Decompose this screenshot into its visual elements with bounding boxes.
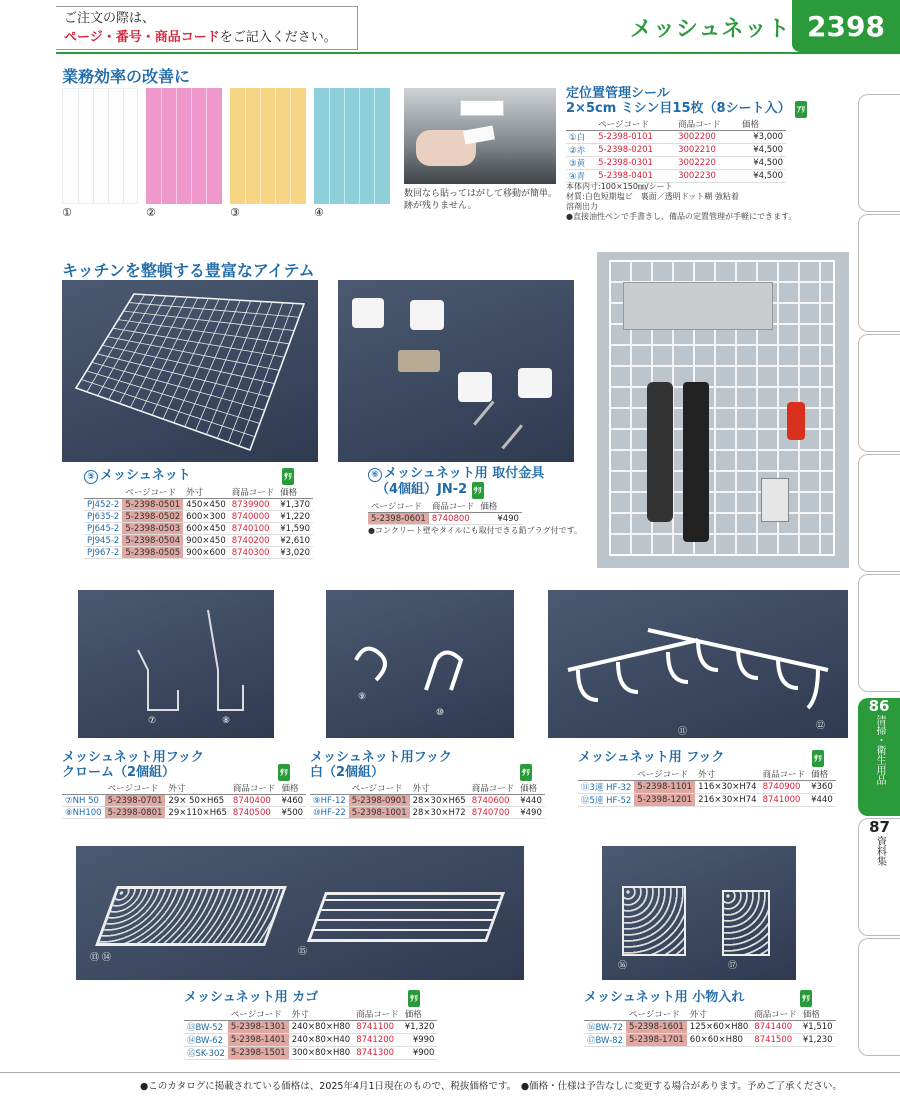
multi-hook-table: ページコード 外寸 商品コード 価格 ⑪3連 HF-32 5-2398-1101 116×30×H74 8740900 ¥360 ⑫5連 HF-52 5-2398-1201 216×30×H74 8741000 ¥440 [578,768,836,807]
table-row: PJ967-2 5-2398-0505 900×600 8740300 ¥3,020 [84,547,313,559]
side-tab[interactable] [858,574,900,692]
swatch-blue [314,88,390,204]
table-row: 5-2398-0601 8740800 ¥490 [368,513,522,525]
tab-reference[interactable] [858,818,900,936]
white-hook-name: メッシュネット用フック 白（2個組） ｻﾘ [310,750,530,780]
multi-hook-photo: ⑪ ⑫ [548,590,848,738]
table-row: ⑮SK-302 5-2398-1501 300×80×H80 8741300 ¥900 [184,1047,437,1060]
multi-hook-name: メッシュネット用 フック ｻﾘ [578,750,822,765]
tab-number: 87 [869,818,890,836]
table-row: ③黄 5-2398-0301 3002220 ¥4,500 [566,157,786,170]
basket-name: メッシュネット用 カゴ ｻﾘ [184,990,418,1005]
small-container-photo: ⑯ ⑰ [602,846,796,980]
footer-note: ●このカタログに掲載されている価格は、2025年4月1日現在のもので、税抜価格です。 ●価格・仕様は予告なしに変更する場合があります。予めご了承ください。 [140,1081,842,1092]
tab-label: 資料集 [874,836,886,866]
table-row: ⑯BW-72 5-2398-1601 125×60×H80 8741400 ¥1,510 [584,1021,836,1034]
table-row: ①白 5-2398-0101 3002200 ¥3,000 [566,131,786,144]
table-row: ⑦NH 50 5-2398-0701 29× 50×H65 8740400 ¥460 [62,795,306,807]
basket-table: ページコード 外寸 商品コード 価格 ⑬BW-52 5-2398-1301 240×80×H80 8741100 ¥1,320 ⑭BW-62 5-2398-1401 240×80×H40 8741200 ¥990 ⑮SK-302 5-2398-1501 300×80×H80 8741300 ¥900 [184,1008,437,1060]
availability-badge: ｻﾘ [278,764,290,781]
table-row: ⑭BW-62 5-2398-1401 240×80×H40 8741200 ¥990 [184,1034,437,1047]
item6-note: ●コンクリート壁やタイルにも取付できる鉛プラグ付です。 [368,526,583,535]
table-row: ⑩HF-22 5-2398-1001 28×30×H72 8740700 ¥490 [310,807,545,819]
chrome-hook-name: メッシュネット用フック クローム（2個組） ｻﾘ [62,750,288,780]
side-tab[interactable] [858,454,900,572]
swatch-label-3: ③ [230,206,240,219]
chrome-hook-photo: ⑦ ⑧ [78,590,274,738]
table-row: ②赤 5-2398-0201 3002210 ¥4,500 [566,144,786,157]
table-row: ⑨HF-12 5-2398-0901 28×30×H65 8740600 ¥440 [310,795,545,807]
small-container-name: メッシュネット用 小物入れ ｻﾘ [584,990,810,1005]
table-row: PJ945-2 5-2398-0504 900×450 8740200 ¥2,610 [84,535,313,547]
side-tab[interactable] [858,94,900,212]
swatch-white [62,88,138,204]
item6-name: ⑥ メッシュネット用 取付金具 （4個組）JN-2 ｻﾘ [368,466,544,499]
mesh-net-photo [62,280,318,462]
sticker-notes: 本体内寸:100×150㎜/シート 材質:白色短期塩ビ 裏面／透明ドット糊 強粘着 溶剤出力 ●直接油性ペンで手書きし、備品の定置管理が手軽にできます。 [566,182,797,221]
tab-number: 86 [868,697,890,715]
availability-badge: ｻﾘ [800,990,812,1007]
order-notice [56,6,358,50]
table-row: ④青 5-2398-0401 3002230 ¥4,500 [566,170,786,183]
sticker-name-line1: 定位置管理シール [566,86,670,101]
availability-badge: ｻﾘ [408,990,420,1007]
tab-cleaning-hygiene[interactable] [858,698,900,816]
sticker-table: ページコード 商品コード 価格 ①白 5-2398-0101 3002200 ¥3,000 ②赤 5-2398-0201 3002210 ¥4,500 ③黄 5-2398-0301 3002220 ¥4,500 ④青 5-2398-0401 3002230 ¥4,500 [566,118,786,183]
table-row: ⑪3連 HF-32 5-2398-1101 116×30×H74 8740900 ¥360 [578,781,836,794]
kitchen-mesh-photo [597,252,849,568]
item6-table: ページコード 商品コード 価格 5-2398-0601 8740800 ¥490 [368,500,522,525]
item5-name: ⑤ メッシュネット ｻﾘ [84,468,294,484]
table-row: PJ635-2 5-2398-0502 600×300 8740000 ¥1,220 [84,511,313,523]
section-title-efficiency: 業務効率の改善に [62,67,191,86]
availability-badge: ｻﾘ [812,750,824,767]
sticker-name [566,86,807,118]
swatch-label-2: ② [146,206,156,219]
table-row: ⑫5連 HF-52 5-2398-1201 216×30×H74 8741000 ¥440 [578,794,836,807]
table-row: ⑬BW-52 5-2398-1301 240×80×H80 8741100 ¥1,320 [184,1021,437,1034]
table-row: PJ452-2 5-2398-0501 450×450 8739900 ¥1,370 [84,499,313,511]
bracket-photo [338,280,574,462]
side-tab[interactable] [858,214,900,332]
side-tab[interactable] [858,938,900,1056]
availability-badge: ｱﾘ [795,101,807,118]
white-hook-table: ページコード 外寸 商品コード 価格 ⑨HF-12 5-2398-0901 28×30×H65 8740600 ¥440 ⑩HF-22 5-2398-1001 28×30×H72 8740700 ¥490 [310,782,545,819]
item5-table: ページコード 外寸 商品コード 価格 PJ452-2 5-2398-0501 450×450 8739900 ¥1,370 PJ635-2 5-2398-0502 600×300 8740000 ¥1,220 PJ645-2 5-2398-0503 600×450 8740100 ¥1,590 PJ945-2 5-2398-0504 900×450 8740200 ¥2,610 PJ967-2 5-2398-0505 900×600 8740300 ¥3,020 [84,486,313,559]
sticker-caption: 数回なら貼ってはがして移動が簡単。跡が残りません。 [404,189,558,211]
swatch-yellow [230,88,306,204]
table-row: ⑰BW-82 5-2398-1701 60×60×H80 8741500 ¥1,230 [584,1034,836,1047]
footer-divider [0,1072,900,1073]
small-container-table: ページコード 外寸 商品コード 価格 ⑯BW-72 5-2398-1601 125×60×H80 8741400 ¥1,510 ⑰BW-82 5-2398-1701 60×60×H80 8741500 ¥1,230 [584,1008,836,1047]
swatch-label-4: ④ [314,206,324,219]
swatch-label-1: ① [62,206,72,219]
table-row: PJ645-2 5-2398-0503 600×450 8740100 ¥1,590 [84,523,313,535]
page-title: メッシュネット [630,17,791,42]
notice-highlight: ページ・番号・商品コード [64,30,220,45]
header-divider [56,52,900,54]
swatch-red [146,88,222,204]
sticker-name-line2: 2×5cm ミシン目15枚（8シート入） [566,101,791,116]
section-title-kitchen: キッチンを整頓する豊富なアイテム [62,261,315,280]
sticker-photo [404,88,556,184]
availability-badge: ｻﾘ [520,764,532,781]
white-hook-photo: ⑨ ⑩ [326,590,514,738]
chrome-hook-table: ページコード 外寸 商品コード 価格 ⑦NH 50 5-2398-0701 29× 50×H65 8740400 ¥460 ⑧NH100 5-2398-0801 29×110×H65 8740500 ¥500 [62,782,306,819]
availability-badge: ｻﾘ [282,468,294,485]
basket-photo: ⑬ ⑭ ⑮ [76,846,524,980]
page-number: 2398 [792,0,900,52]
tab-label: 清掃・衛生用品 [874,715,885,785]
availability-badge: ｻﾘ [472,482,484,499]
side-tab[interactable] [858,334,900,452]
table-row: ⑧NH100 5-2398-0801 29×110×H65 8740500 ¥500 [62,807,306,819]
notice-rest: をご記入ください。 [219,30,337,45]
notice-line1: ご注文の際は、 [64,11,156,26]
